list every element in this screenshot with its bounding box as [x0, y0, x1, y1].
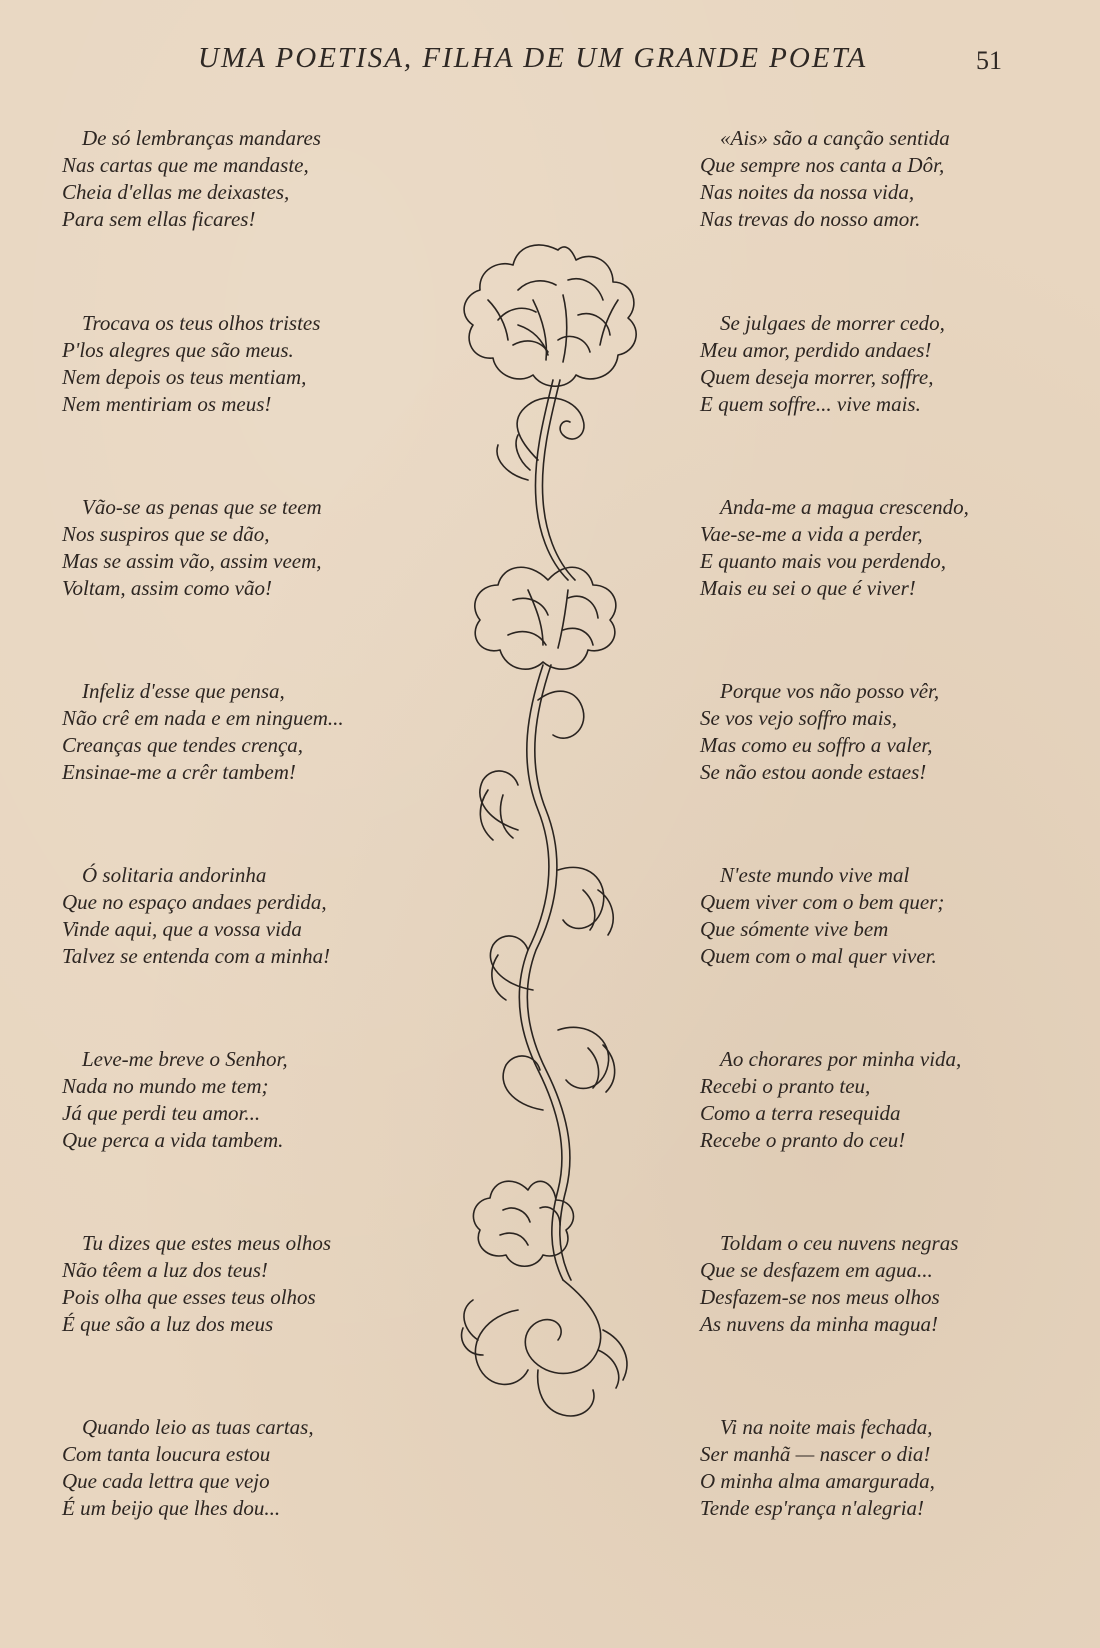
verse-line: Já que perdi teu amor... [62, 1101, 261, 1125]
verse-line: Recebi o pranto teu, [700, 1074, 871, 1098]
verse-line: Nas cartas que me mandaste, [62, 153, 309, 177]
verse-line: Não têem a luz dos teus! [62, 1258, 268, 1282]
right-stanza-6 [700, 1046, 961, 1154]
verse-line: Trocava os teus olhos tristes [82, 311, 321, 335]
verse-line: Ao chorares por minha vida, [720, 1047, 962, 1071]
left-stanza-2 [62, 310, 320, 418]
left-stanza-6 [62, 1046, 288, 1154]
verse-line: Ser manhã — nascer o dia! [700, 1442, 931, 1466]
verse-line: Se julgaes de morrer cedo, [720, 311, 945, 335]
verse-line: Quem com o mal quer viver. [700, 944, 937, 968]
verse-line: Quem viver com o bem quer; [700, 890, 945, 914]
verse-line: Tu dizes que estes meus olhos [82, 1231, 332, 1255]
verse-line: Com tanta loucura estou [62, 1442, 271, 1466]
verse-line: Que se desfazem em agua... [700, 1258, 933, 1282]
verse-line: Infeliz d'esse que pensa, [82, 679, 285, 703]
verse-line: E quem soffre... vive mais. [700, 392, 921, 416]
page-header [0, 42, 1100, 82]
right-stanza-4 [700, 678, 939, 786]
verse-line: Ó solitaria andorinha [82, 863, 267, 887]
verse-line: De só lembranças mandares [82, 126, 321, 150]
verse-line: Anda-me a magua crescendo, [720, 495, 969, 519]
verse-line: Cheia d'ellas me deixastes, [62, 180, 290, 204]
page-number: 51 [976, 46, 1002, 75]
running-title: UMA POETISA, FILHA DE UM GRANDE POETA [198, 42, 868, 74]
right-stanza-5 [700, 862, 944, 970]
verse-line: Quando leio as tuas cartas, [82, 1415, 314, 1439]
verse-line: «Ais» são a canção sentida [720, 126, 950, 150]
right-stanza-1 [700, 125, 950, 233]
verse-line: Vi na noite mais fechada, [720, 1415, 933, 1439]
verse-line: Nas noites da nossa vida, [700, 180, 915, 204]
verse-line: Nem depois os teus mentiam, [62, 365, 307, 389]
verse-line: Como a terra resequida [700, 1101, 901, 1125]
left-stanza-7 [62, 1230, 331, 1338]
verse-line: Creanças que tendes crença, [62, 733, 304, 757]
chrysanthemum-flower-bottom [473, 1181, 573, 1266]
left-stanza-3 [62, 494, 322, 602]
verse-line: Toldam o ceu nuvens negras [720, 1231, 959, 1255]
verse-line: Nem mentiriam os meus! [62, 392, 272, 416]
verse-line: Ensinae-me a crêr tambem! [62, 760, 296, 784]
verse-line: O minha alma amargurada, [700, 1469, 935, 1493]
verse-line: Não crê em nada e em ninguem... [62, 706, 344, 730]
verse-line: Que cada lettra que vejo [62, 1469, 270, 1493]
left-stanza-1 [62, 125, 321, 233]
verse-line: Que no espaço andaes perdida, [62, 890, 327, 914]
verse-line: Mais eu sei o que é viver! [700, 576, 916, 600]
right-stanza-7 [700, 1230, 958, 1338]
left-stanza-8 [62, 1414, 314, 1522]
right-stanza-3 [700, 494, 969, 602]
verse-line: Nos suspiros que se dão, [62, 522, 270, 546]
verse-line: Leve-me breve o Senhor, [82, 1047, 288, 1071]
verse-line: Pois olha que esses teus olhos [62, 1285, 316, 1309]
verse-line: Talvez se entenda com a minha! [62, 944, 331, 968]
verse-line: E quanto mais vou perdendo, [700, 549, 946, 573]
right-stanza-2 [700, 310, 945, 418]
verse-line: Vão-se as penas que se teem [82, 495, 322, 519]
chrysanthemum-flower-middle [475, 567, 616, 669]
verse-line: Que perca a vida tambem. [62, 1128, 284, 1152]
verse-line: Mas se assim vão, assim veem, [62, 549, 322, 573]
verse-line: N'este mundo vive mal [720, 863, 910, 887]
left-stanza-4 [62, 678, 344, 786]
left-stanza-5 [62, 862, 330, 970]
chrysanthemum-flower-top [464, 245, 636, 386]
floral-vine-ornament [418, 230, 698, 1430]
verse-line: Desfazem-se nos meus olhos [700, 1285, 940, 1309]
verse-line: Nas trevas do nosso amor. [700, 207, 921, 231]
verse-line: É um beijo que lhes dou... [62, 1496, 281, 1520]
verse-line: Tende esp'rança n'alegria! [700, 1496, 925, 1520]
verse-line: Mas como eu soffro a valer, [700, 733, 933, 757]
acanthus-leaf-base [462, 1280, 627, 1416]
verse-line: Se não estou aonde estaes! [700, 760, 927, 784]
verse-line: As nuvens da minha magua! [700, 1312, 938, 1336]
verse-line: Que sempre nos canta a Dôr, [700, 153, 945, 177]
verse-line: Se vos vejo soffro mais, [700, 706, 897, 730]
verse-line: Meu amor, perdido andaes! [700, 338, 932, 362]
verse-line: Que sómente vive bem [700, 917, 889, 941]
verse-line: P'los alegres que são meus. [62, 338, 294, 362]
verse-line: Nada no mundo me tem; [62, 1074, 269, 1098]
right-stanza-8 [700, 1414, 935, 1522]
verse-line: Quem deseja morrer, soffre, [700, 365, 934, 389]
verse-line: Recebe o pranto do ceu! [700, 1128, 906, 1152]
verse-line: Vae-se-me a vida a perder, [700, 522, 923, 546]
verse-line: Voltam, assim como vão! [62, 576, 272, 600]
verse-line: Porque vos não posso vêr, [720, 679, 940, 703]
verse-line: Vinde aqui, que a vossa vida [62, 917, 302, 941]
verse-line: Para sem ellas ficares! [62, 207, 256, 231]
verse-line: É que são a luz dos meus [62, 1312, 274, 1336]
